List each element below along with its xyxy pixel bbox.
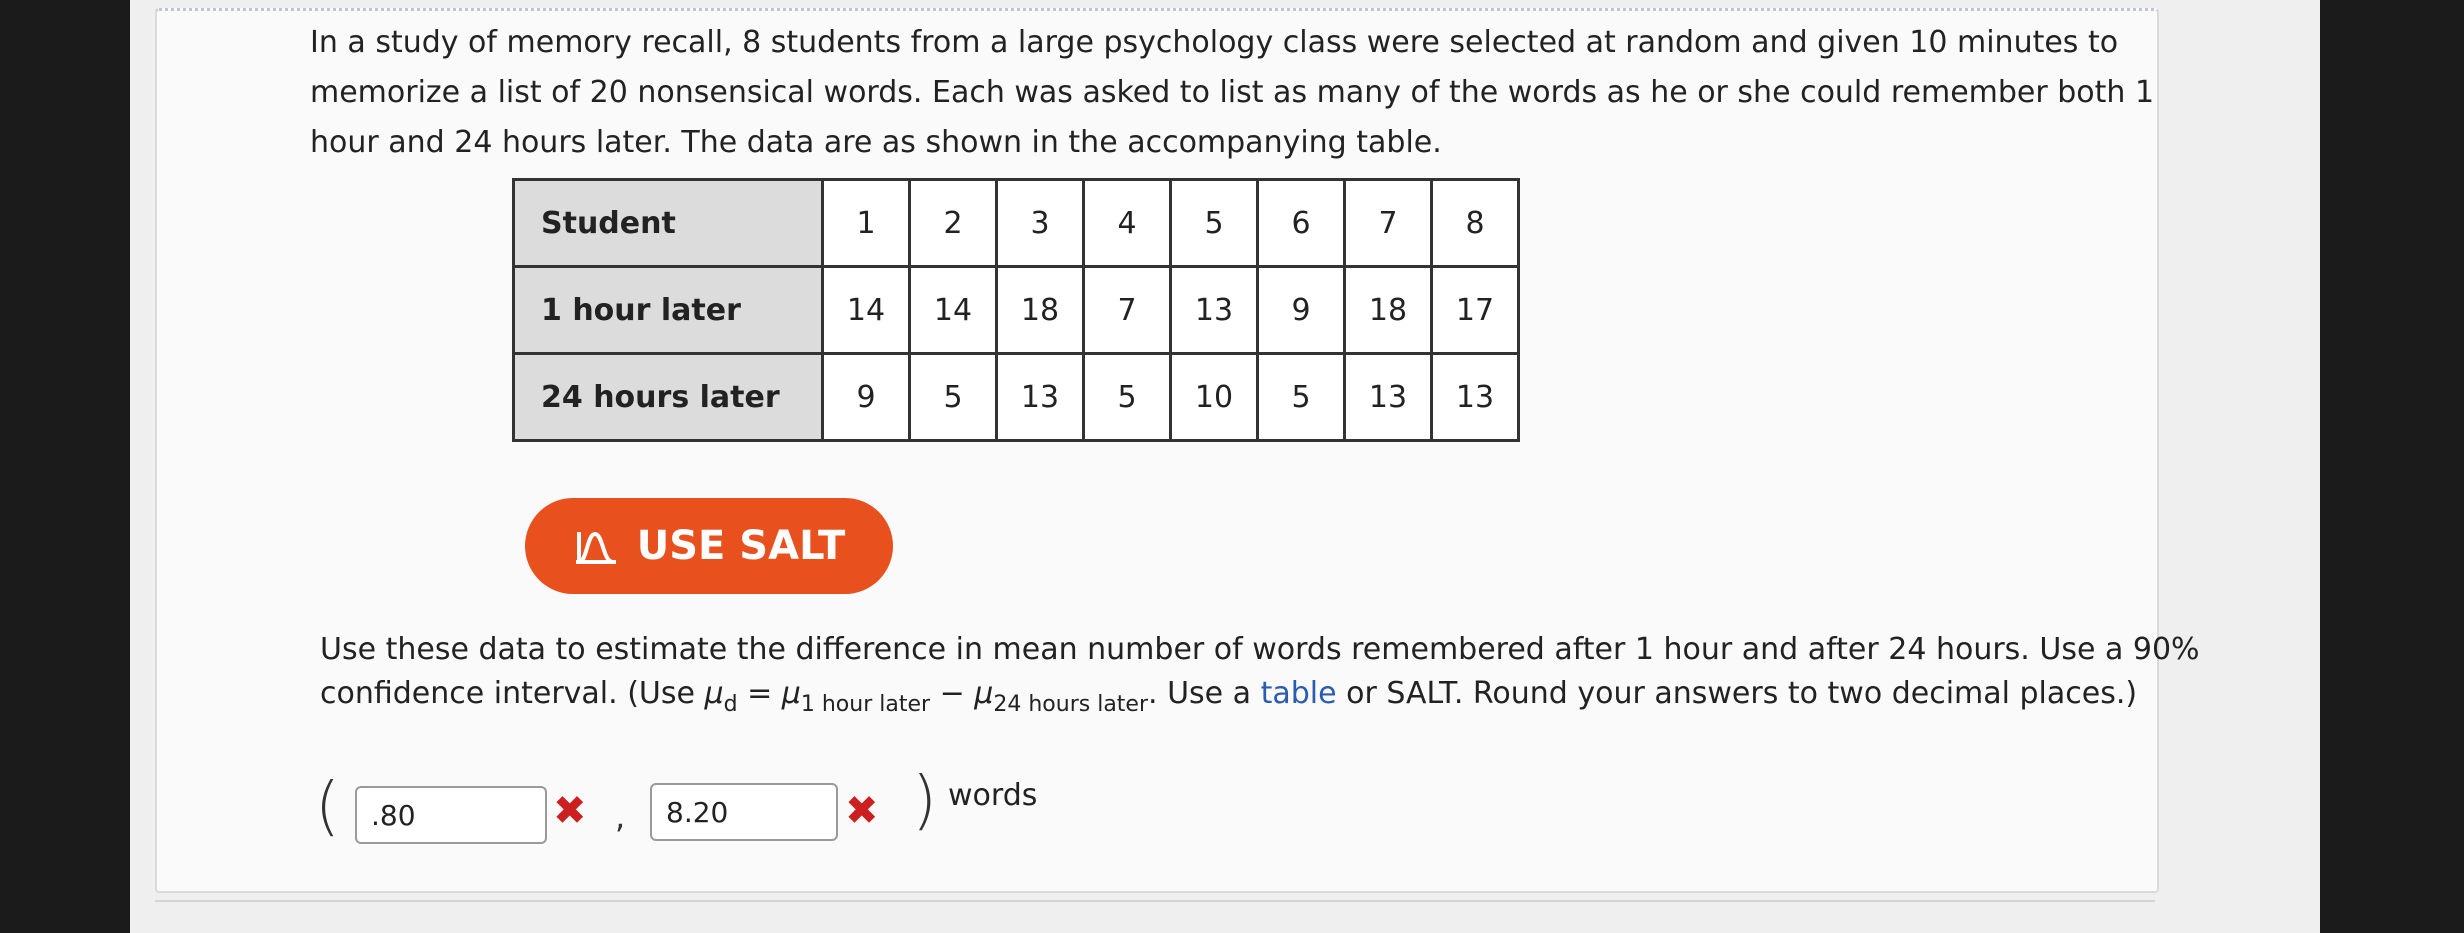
table-cell: 7 xyxy=(1084,267,1171,354)
table-link[interactable]: table xyxy=(1260,676,1337,711)
table-cell: 13 xyxy=(1432,354,1519,441)
table-cell: 5 xyxy=(910,354,997,441)
use-salt-label: USE SALT xyxy=(636,523,846,569)
data-table xyxy=(512,178,1520,442)
incorrect-x-icon: ✖ xyxy=(845,788,879,834)
comma: , xyxy=(615,798,626,836)
table-row xyxy=(514,354,1519,441)
table-cell: 5 xyxy=(1258,354,1345,441)
table-cell: 2 xyxy=(910,180,997,267)
table-cell: 3 xyxy=(997,180,1084,267)
table-cell: 7 xyxy=(1345,180,1432,267)
table-cell: 13 xyxy=(1171,267,1258,354)
distribution-icon xyxy=(573,526,619,566)
table-cell: 9 xyxy=(1258,267,1345,354)
table-cell: 13 xyxy=(997,354,1084,441)
panel-divider xyxy=(155,900,2155,902)
units-label: words xyxy=(948,778,1038,813)
answer-row xyxy=(315,764,1215,850)
table-cell: 9 xyxy=(823,354,910,441)
table-cell: 8 xyxy=(1432,180,1519,267)
incorrect-x-icon: ✖ xyxy=(553,788,587,834)
table-cell: 17 xyxy=(1432,267,1519,354)
table-cell: 6 xyxy=(1258,180,1345,267)
lower-bound-input[interactable]: .80 xyxy=(355,786,547,844)
upper-bound-input[interactable]: 8.20 xyxy=(650,783,838,841)
table-cell: 14 xyxy=(910,267,997,354)
table-cell: 5 xyxy=(1084,354,1171,441)
close-paren: ) xyxy=(912,764,937,838)
question-text: Use these data to estimate the difference in mean number of words remembered after 1 hour and after 24 hours. Use a 90% confidence interval. (Use $\mu_d = \mu_{1 hour later} - \mu_{24 hours later}$. Use a table or SALT. Round your answers to two decimal places.) xyxy=(320,632,2200,717)
table-cell: 5 xyxy=(1171,180,1258,267)
use-salt-button[interactable] xyxy=(525,498,893,594)
open-paren: ( xyxy=(315,770,340,844)
table-row xyxy=(514,267,1519,354)
table-row xyxy=(514,180,1519,267)
row-header: Student xyxy=(514,180,823,267)
row-header: 1 hour later xyxy=(514,267,823,354)
mu-symbol: μ xyxy=(704,676,724,711)
table-cell: 4 xyxy=(1084,180,1171,267)
table-cell: 14 xyxy=(823,267,910,354)
table-cell: 18 xyxy=(997,267,1084,354)
row-header: 24 hours later xyxy=(514,354,823,441)
problem-intro: In a study of memory recall, 8 students from a large psychology class were selected at random and given 10 minutes to memorize a list of 20 nonsensical words. Each was asked to list as many of the words as he or she could remember both 1 hour and 24 hours later. The data are as shown in the accompanying table. xyxy=(310,25,2155,160)
table-cell: 1 xyxy=(823,180,910,267)
table-cell: 13 xyxy=(1345,354,1432,441)
table-cell: 18 xyxy=(1345,267,1432,354)
table-cell: 10 xyxy=(1171,354,1258,441)
